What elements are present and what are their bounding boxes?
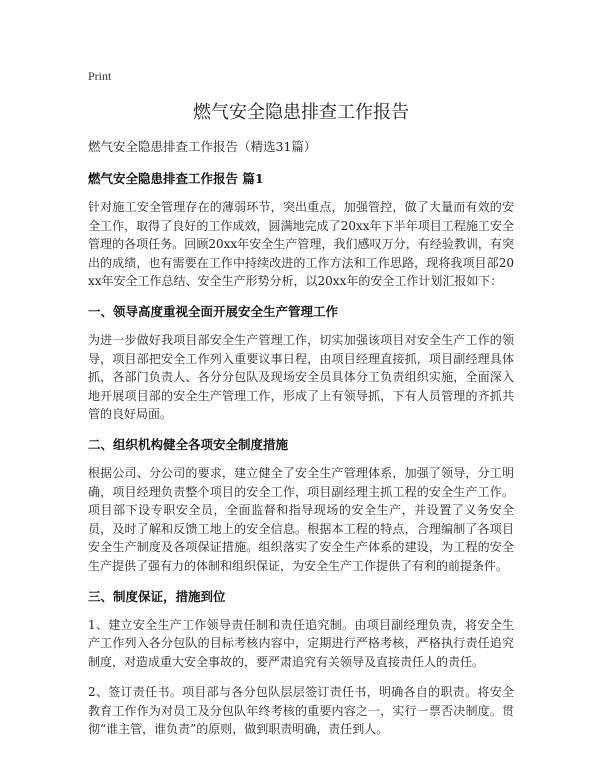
section-heading-leadership: 一、领导高度重视全面开展安全生产管理工作 (88, 303, 339, 319)
document-subtitle: 燃气安全隐患排查工作报告（精选31篇） (88, 139, 317, 154)
page-title: 燃气安全隐患排查工作报告 (193, 102, 409, 123)
intro-paragraph: 针对施工安全管理存在的薄弱环节，突出重点，加强管控，做了大量而有效的安全工作，取得了良好的工作成效，圆满地完成了20xx年下半年项目工程施工安全管理的各项任务。回顾20xx年安全生产管理，我们感叹万分，有经验教训，有突出的成绩，也有需要在工作中持续改进的工作方法和工作思路，现将我项目部20xx年安全工作总结、安全生产形势分析，以20xx年的安全工作计划汇报如下： (88, 200, 514, 289)
section-item-agreement: 2、签订责任书。项目部与各分包队层层签订责任书，明确各自的职责。将安全教育工作作为对员工及分包队年终考核的重要内容之一，实行一票否决制度。贯彻“谁主管，谁负责”的原则，做到职责明确，责任到人。 (88, 685, 514, 737)
print-link[interactable]: Print (88, 69, 112, 83)
section-paragraph-leadership: 为进一步做好我项目部安全生产管理工作，切实加强该项目对安全生产工作的领导，项目部把安全工作列入重要议事日程，由项目经理直接抓，项目副经理具体抓，各部门负责人、各分分包队及现场安全员具体分工负责组织实施，全面深入地开展项目部的安全生产管理工作，形成了上有领导抓，下有人员管理的齐抓共管的良好局面。 (88, 332, 514, 422)
section-heading-organization: 二、组织机构健全各项安全制度措施 (88, 436, 289, 452)
section-heading-system: 三、制度保证，措施到位 (88, 588, 226, 604)
section-item-responsibility: 1、建立安全生产工作领导责任制和责任追究制。由项目副经理负责，将安全生产工作列入各分包队的目标考核内容中，定期进行严格考核，严格执行责任追究制度，对造成重大安全事故的，要严肃追究有关领导及直接责任人的责任。 (88, 617, 514, 669)
article-heading: 燃气安全隐患排查工作报告 篇1 (88, 171, 264, 186)
section-paragraph-organization: 根据公司、分公司的要求，建立健全了安全生产管理体系，加强了领导，分工明确，项目经理负责整个项目的安全工作，项目副经理主抓工程的安全生产工作。项目部下设专职安全员，全面监督和指导现场的安全生产，并设置了义务安全员，及时了解和反馈工地上的安全信息。根据本工程的特点，合理编制了各项目安全生产制度及各项保证措施。组织落实了安全生产体系的建设，为工程的安全生产提供了强有力的体制和组织保证，为安全生产工作提供了有利的前提条件。 (88, 465, 514, 573)
